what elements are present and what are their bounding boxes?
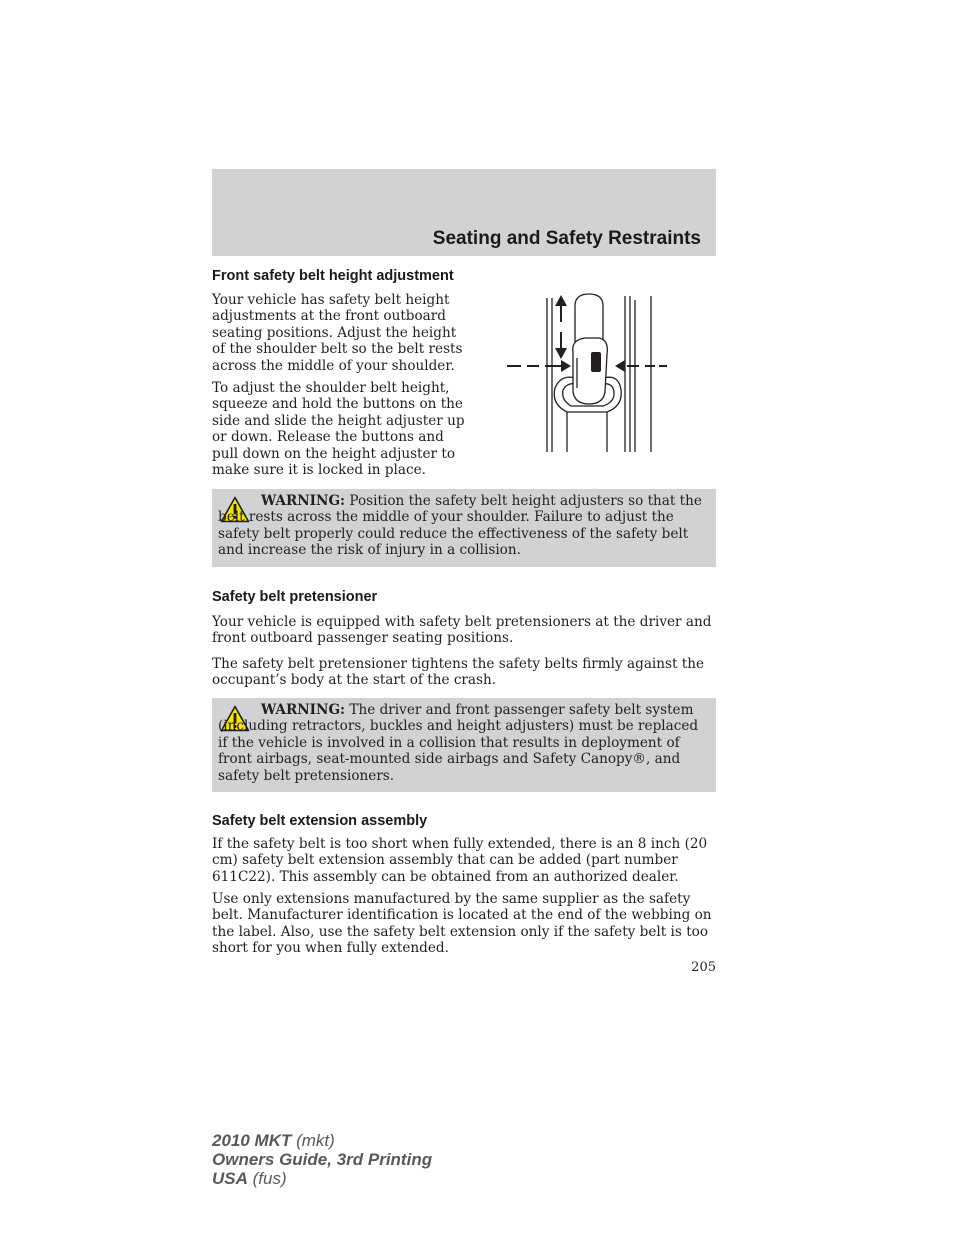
- belt-height-adjuster-illustration: [505, 292, 670, 455]
- footer-line-model: [212, 1131, 432, 1150]
- paragraph-pretensioner-1: Your vehicle is equipped with safety belt pretensioners at the driver and front outboard passenger seating positions.: [212, 614, 712, 647]
- footer-printing: Owners Guide, 3rd Printing: [212, 1150, 433, 1169]
- paragraph-extension-1: If the safety belt is too short when fully extended, there is an 8 inch (20 cm) safety belt extension assembly that can be added (part number 611C22). This assembly can be obtained from an authorized dealer.: [212, 836, 708, 885]
- warning-box-height-adjusters: [212, 489, 716, 567]
- heading-extension-assembly: Safety belt extension assembly: [212, 813, 428, 829]
- paragraph-height-adjustment-2: To adjust the shoulder belt height, squeeze and hold the buttons on the side and slide the height adjuster up or down. Release the buttons and pull down on the height adjuster to make sure it is locked in place.: [212, 380, 465, 479]
- section-title: Seating and Safety Restraints: [432, 228, 701, 249]
- paragraph-pretensioner-2: The safety belt pretensioner tightens the safety belts firmly against the occupant’s body at the start of the crash.: [212, 656, 705, 689]
- page-number: 205: [691, 960, 716, 975]
- warning-body: Position the safety belt height adjusters so that the belt rests across the middle of your shoulder. Failure to adjust the safety belt properly could reduce the effectiveness of the safety belt and increase the risk of injury in a collision.: [218, 493, 702, 559]
- paragraph-height-adjustment-1: Your vehicle has safety belt height adjustments at the front outboard seating positions. Adjust the height of the shoulder belt so the belt rests across the middle of your shoulder.: [212, 292, 463, 374]
- footer-model: 2010 MKT: [212, 1131, 292, 1150]
- footer-line-market: [212, 1169, 432, 1188]
- footer-market: USA: [212, 1169, 248, 1188]
- heading-height-adjustment: Front safety belt height adjustment: [212, 268, 454, 284]
- warning-text: [218, 702, 708, 784]
- section-header-band: [212, 169, 716, 256]
- warning-label: WARNING:: [261, 702, 346, 718]
- footer-model-code: (mkt): [291, 1131, 335, 1150]
- warning-body: The driver and front passenger safety belt system (including retractors, buckles and height adjusters) must be replaced if the vehicle is involved in a collision that results in deployment of front airbags, seat-mounted side airbags and Safety Canopy®, and safety belt pretensioners.: [218, 702, 699, 784]
- heading-pretensioner: Safety belt pretensioner: [212, 589, 378, 605]
- paragraph-extension-2: Use only extensions manufactured by the same supplier as the safety belt. Manufacturer identification is located at the end of the webbing on the label. Also, use the safety belt extension only if the safety belt is too short for you when fully extended.: [212, 891, 712, 957]
- footer-market-code: (fus): [247, 1169, 287, 1188]
- warning-label: WARNING:: [261, 493, 346, 509]
- warning-box-belt-system: [212, 698, 716, 792]
- warning-text: [218, 493, 708, 559]
- footer-line-printing: [212, 1150, 432, 1169]
- document-footer: [212, 1131, 432, 1188]
